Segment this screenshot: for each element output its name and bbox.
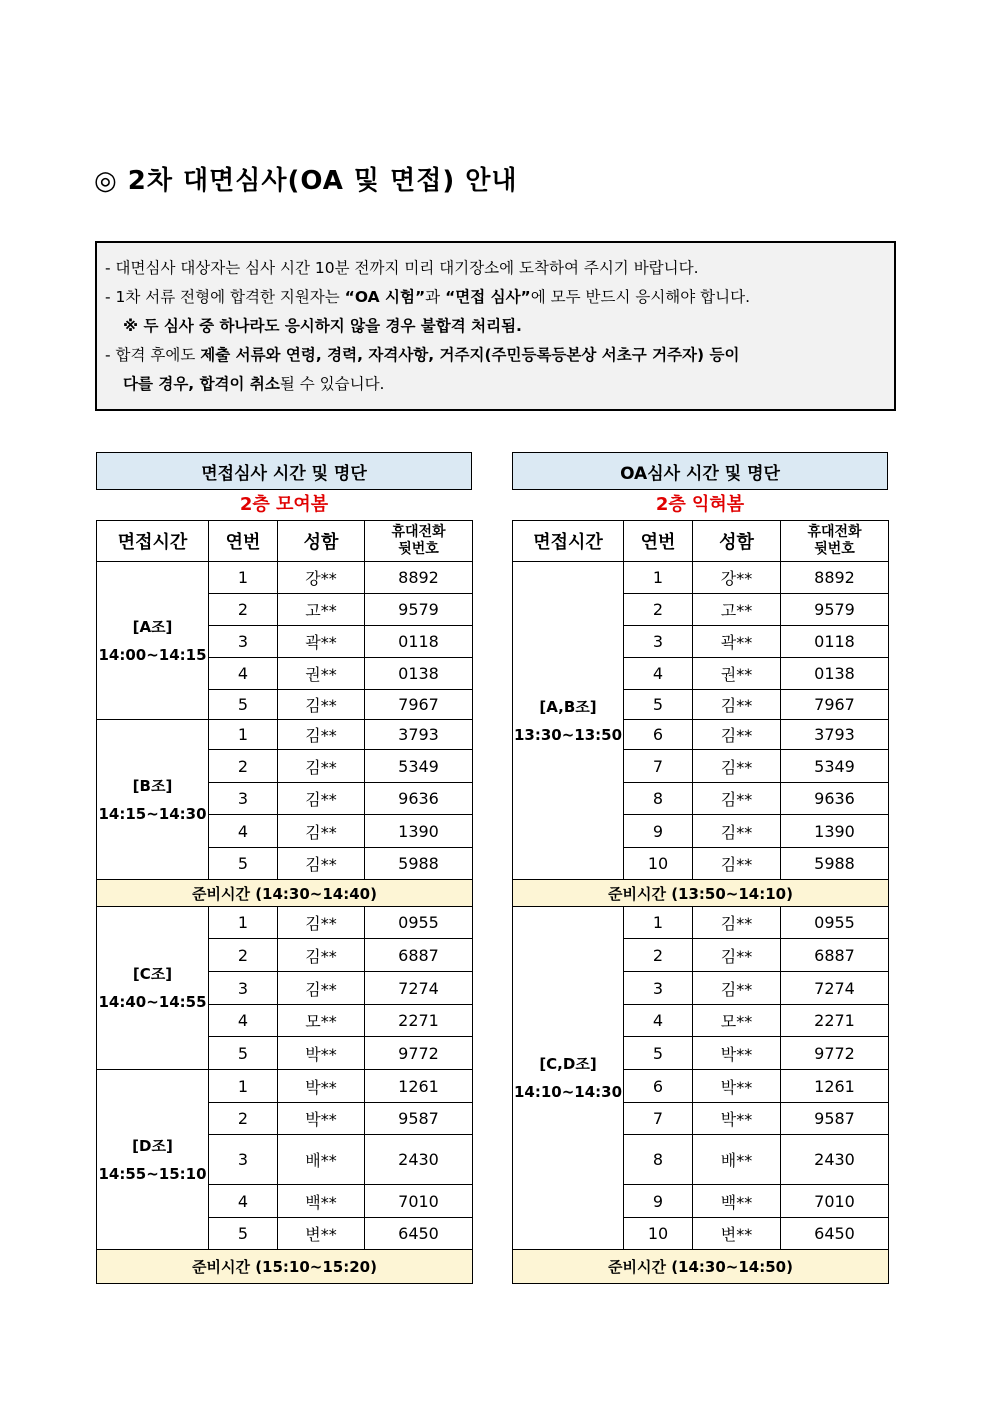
row-number: 3	[209, 783, 278, 815]
row-name: 백**	[693, 1185, 781, 1218]
table-row	[97, 1070, 473, 1103]
row-phone: 9587	[781, 1103, 889, 1135]
row-name: 김**	[278, 690, 365, 720]
group-cell	[97, 907, 209, 1070]
group-label: [A조]	[132, 617, 173, 636]
row-phone: 6450	[365, 1218, 473, 1250]
oa-table	[512, 520, 889, 1284]
row-phone: 7967	[781, 690, 889, 720]
row-number: 1	[209, 562, 278, 594]
oa-location: 2층 익혀봄	[655, 494, 745, 515]
row-number: 4	[624, 658, 693, 690]
row-number: 3	[209, 626, 278, 658]
row-number: 10	[624, 848, 693, 880]
row-phone: 2271	[365, 1005, 473, 1037]
row-name: 변**	[278, 1218, 365, 1250]
row-name: 김**	[278, 783, 365, 815]
row-number: 5	[209, 1218, 278, 1250]
row-number: 2	[624, 594, 693, 626]
interview-table	[96, 520, 473, 1284]
row-name: 김**	[693, 720, 781, 750]
row-name: 김**	[693, 939, 781, 972]
row-name: 김**	[278, 848, 365, 880]
row-name: 박**	[693, 1103, 781, 1135]
row-phone: 0118	[781, 626, 889, 658]
row-number: 3	[624, 972, 693, 1005]
row-number: 5	[209, 1037, 278, 1070]
row-number: 3	[209, 1135, 278, 1185]
row-phone: 9636	[365, 783, 473, 815]
row-number: 3	[209, 972, 278, 1005]
row-phone: 1261	[365, 1070, 473, 1103]
row-phone: 9579	[365, 594, 473, 626]
group-label: [C조]	[132, 965, 173, 983]
row-phone: 0955	[365, 907, 473, 939]
group-label: [C,D조]	[539, 1055, 597, 1073]
row-number: 4	[209, 1005, 278, 1037]
row-number: 2	[209, 750, 278, 783]
row-number: 10	[624, 1218, 693, 1250]
row-name: 고**	[693, 594, 781, 626]
row-name: 김**	[693, 815, 781, 848]
row-number: 7	[624, 1103, 693, 1135]
row-phone: 5349	[781, 750, 889, 783]
row-number: 5	[624, 690, 693, 720]
row-name: 권**	[278, 658, 365, 690]
table-row	[97, 907, 473, 939]
row-number: 6	[624, 1070, 693, 1103]
row-name: 김**	[278, 815, 365, 848]
group-label: [A,B조]	[539, 697, 597, 716]
group-time: 14:10~14:30	[513, 1083, 623, 1101]
row-number: 2	[624, 939, 693, 972]
row-number: 1	[624, 907, 693, 939]
header-time: 면접시간	[97, 521, 209, 562]
row-name: 곽**	[278, 626, 365, 658]
notice-box	[95, 241, 896, 411]
group-time: 14:40~14:55	[98, 993, 207, 1011]
row-phone: 2430	[781, 1135, 889, 1185]
row-name: 고**	[278, 594, 365, 626]
row-phone: 8892	[781, 562, 889, 594]
row-phone: 2271	[781, 1005, 889, 1037]
notice-line-2: - 1차 서류 전형에 합격한 지원자는 “OA 시험”과 “면접 심사”에 모두 반드시 응시해야 합니다.	[105, 288, 751, 306]
row-phone: 5988	[781, 848, 889, 880]
row-phone: 3793	[365, 720, 473, 750]
row-phone: 9772	[365, 1037, 473, 1070]
prep-row	[513, 1250, 889, 1284]
row-name: 박**	[278, 1070, 365, 1103]
row-number: 5	[209, 690, 278, 720]
header-name: 성함	[278, 521, 365, 562]
row-number: 8	[624, 1135, 693, 1185]
row-phone: 7967	[365, 690, 473, 720]
row-name: 박**	[278, 1103, 365, 1135]
notice-line-1: - 대면심사 대상자는 심사 시간 10분 전까지 미리 대기장소에 도착하여 주시기 바랍니다.	[105, 259, 699, 277]
row-number: 1	[624, 562, 693, 594]
row-phone: 9636	[781, 783, 889, 815]
row-phone: 8892	[365, 562, 473, 594]
row-phone: 1261	[781, 1070, 889, 1103]
group-cell	[97, 1070, 209, 1250]
group-cell	[513, 562, 624, 880]
row-number: 4	[209, 658, 278, 690]
interview-panel	[96, 452, 472, 1284]
row-name: 배**	[693, 1135, 781, 1185]
prep-time: 준비시간 (15:10~15:20)	[97, 1250, 473, 1284]
row-phone: 0138	[781, 658, 889, 690]
oa-title: OA심사 시간 및 명단	[512, 452, 888, 490]
row-name: 김**	[693, 972, 781, 1005]
row-number: 9	[624, 815, 693, 848]
row-number: 2	[209, 594, 278, 626]
group-time: 13:30~13:50	[513, 725, 623, 744]
row-number: 2	[209, 1103, 278, 1135]
row-number: 3	[624, 626, 693, 658]
row-number: 7	[624, 750, 693, 783]
row-name: 박**	[693, 1037, 781, 1070]
group-time: 14:15~14:30	[98, 804, 207, 823]
row-name: 배**	[278, 1135, 365, 1185]
group-cell	[97, 720, 209, 880]
row-number: 4	[624, 1005, 693, 1037]
row-number: 8	[624, 783, 693, 815]
row-phone: 3793	[781, 720, 889, 750]
row-number: 1	[209, 720, 278, 750]
prep-row	[513, 880, 889, 907]
row-phone: 7010	[781, 1185, 889, 1218]
page-title: ◎ 2차 대면심사(OA 및 면접) 안내	[94, 166, 518, 196]
row-phone: 1390	[365, 815, 473, 848]
notice-line-4: - 합격 후에도 제출 서류와 연령, 경력, 자격사항, 거주지(주민등록등본상 서초구 거주자) 등이	[105, 346, 740, 364]
row-name: 김**	[278, 939, 365, 972]
prep-time: 준비시간 (14:30~14:40)	[97, 880, 473, 907]
row-phone: 9579	[781, 594, 889, 626]
row-name: 모**	[693, 1005, 781, 1037]
row-name: 김**	[693, 783, 781, 815]
header-time: 면접시간	[513, 521, 624, 562]
row-phone: 7274	[365, 972, 473, 1005]
row-phone: 7274	[781, 972, 889, 1005]
oa-panel	[512, 452, 888, 1284]
table-row	[97, 562, 473, 594]
row-phone: 5988	[365, 848, 473, 880]
interview-location: 2층 모여봄	[239, 494, 329, 515]
row-phone: 7010	[365, 1185, 473, 1218]
row-number: 4	[209, 1185, 278, 1218]
row-phone: 6887	[781, 939, 889, 972]
header-no: 연번	[209, 521, 278, 562]
row-phone: 0118	[365, 626, 473, 658]
row-number: 4	[209, 815, 278, 848]
table-row	[513, 562, 889, 594]
prep-time: 준비시간 (13:50~14:10)	[513, 880, 889, 907]
row-number: 2	[209, 939, 278, 972]
header-phone: 휴대전화 뒷번호	[781, 521, 889, 562]
prep-row	[97, 880, 473, 907]
row-phone: 6887	[365, 939, 473, 972]
table-row	[97, 720, 473, 750]
row-phone: 0955	[781, 907, 889, 939]
group-cell	[513, 907, 624, 1250]
prep-time: 준비시간 (14:30~14:50)	[513, 1250, 889, 1284]
interview-title: 면접심사 시간 및 명단	[96, 452, 472, 490]
row-phone: 9772	[781, 1037, 889, 1070]
row-name: 김**	[278, 907, 365, 939]
row-phone: 1390	[781, 815, 889, 848]
header-name: 성함	[693, 521, 781, 562]
row-name: 곽**	[693, 626, 781, 658]
notice-line-5: 다를 경우, 합격이 취소될 수 있습니다.	[123, 375, 385, 393]
prep-row	[97, 1250, 473, 1284]
row-number: 6	[624, 720, 693, 750]
group-label: [B조]	[132, 776, 173, 795]
row-name: 박**	[693, 1070, 781, 1103]
row-name: 김**	[693, 690, 781, 720]
row-name: 김**	[693, 907, 781, 939]
row-phone: 6450	[781, 1218, 889, 1250]
row-phone: 9587	[365, 1103, 473, 1135]
row-name: 강**	[278, 562, 365, 594]
row-name: 김**	[693, 848, 781, 880]
row-name: 김**	[278, 720, 365, 750]
row-name: 백**	[278, 1185, 365, 1218]
header-no: 연번	[624, 521, 693, 562]
row-name: 김**	[278, 972, 365, 1005]
group-time: 14:55~15:10	[98, 1164, 207, 1183]
row-phone: 5349	[365, 750, 473, 783]
row-name: 김**	[278, 750, 365, 783]
table-row	[513, 907, 889, 939]
row-number: 5	[624, 1037, 693, 1070]
row-phone: 0138	[365, 658, 473, 690]
row-name: 박**	[278, 1037, 365, 1070]
row-number: 5	[209, 848, 278, 880]
row-number: 1	[209, 1070, 278, 1103]
group-cell	[97, 562, 209, 720]
row-number: 9	[624, 1185, 693, 1218]
row-name: 변**	[693, 1218, 781, 1250]
row-name: 권**	[693, 658, 781, 690]
row-phone: 2430	[365, 1135, 473, 1185]
row-number: 1	[209, 907, 278, 939]
row-name: 강**	[693, 562, 781, 594]
header-phone: 휴대전화 뒷번호	[365, 521, 473, 562]
notice-line-3: ※ 두 심사 중 하나라도 응시하지 않을 경우 불합격 처리됨.	[123, 317, 522, 335]
group-time: 14:00~14:15	[98, 645, 207, 664]
row-name: 모**	[278, 1005, 365, 1037]
row-name: 김**	[693, 750, 781, 783]
group-label: [D조]	[132, 1136, 173, 1155]
